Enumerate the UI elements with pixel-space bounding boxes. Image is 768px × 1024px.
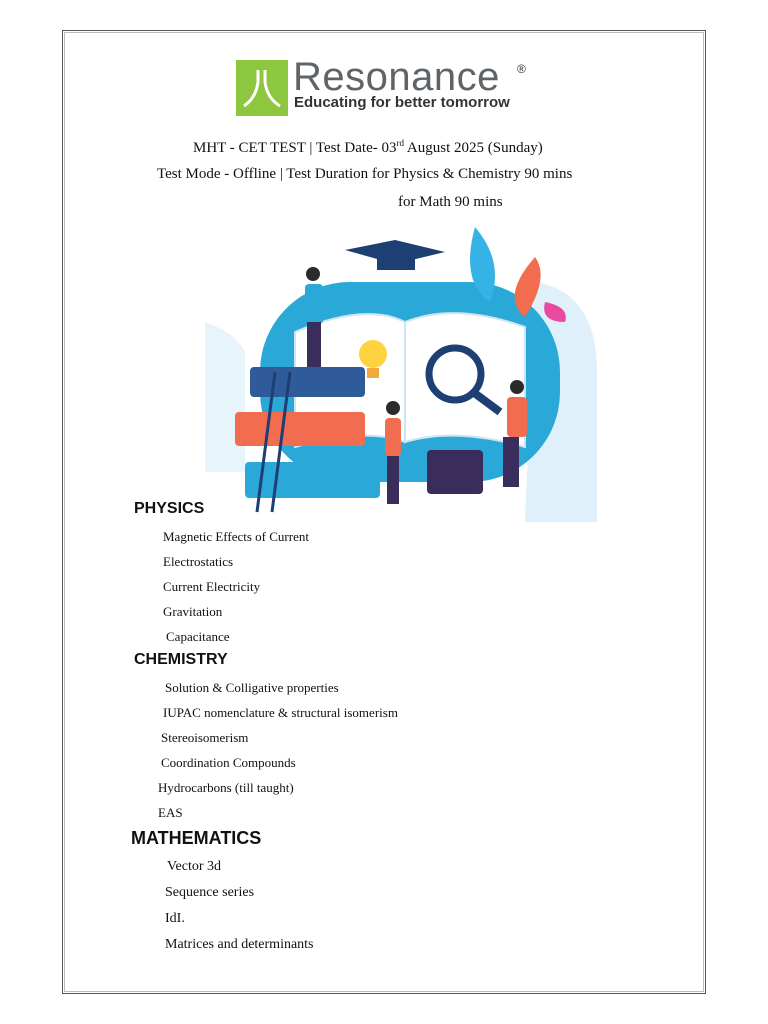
list-item: IdI. (165, 911, 185, 926)
list-item: IUPAC nomenclature & structural isomerism (163, 705, 398, 720)
test-info-line-1: MHT - CET TEST | Test Date- 03rd August 2025 (Sunday) (193, 138, 543, 156)
education-books-illustration (205, 222, 597, 530)
mathematics-heading: MATHEMATICS (131, 828, 262, 848)
list-item: Capacitance (166, 629, 230, 644)
test-info-line-3: for Math 90 mins (398, 194, 503, 210)
logo-name: Resonance (293, 55, 500, 99)
list-item: Gravitation (163, 604, 223, 619)
list-item: Stereoisomerism (161, 730, 249, 745)
list-item: Matrices and determinants (165, 937, 314, 952)
list-item: Coordination Compounds (161, 755, 296, 770)
logo-registered-mark: ® (517, 62, 526, 76)
list-item: Hydrocarbons (till taught) (158, 780, 294, 795)
list-item: Sequence series (165, 885, 255, 900)
list-item: Current Electricity (163, 579, 261, 594)
test-info-line-2: Test Mode - Offline | Test Duration for Physics & Chemistry 90 mins (157, 166, 573, 182)
resonance-logo-icon (236, 60, 288, 116)
list-item: Solution & Colligative properties (165, 680, 339, 695)
physics-heading: PHYSICS (134, 500, 205, 517)
list-item: EAS (158, 805, 183, 820)
list-item: Magnetic Effects of Current (163, 529, 309, 544)
logo-tagline: Educating for better tomorrow (294, 94, 510, 111)
list-item: Vector 3d (167, 859, 222, 874)
list-item: Electrostatics (163, 554, 234, 569)
resonance-logo (236, 55, 536, 116)
chemistry-heading: CHEMISTRY (134, 651, 228, 668)
